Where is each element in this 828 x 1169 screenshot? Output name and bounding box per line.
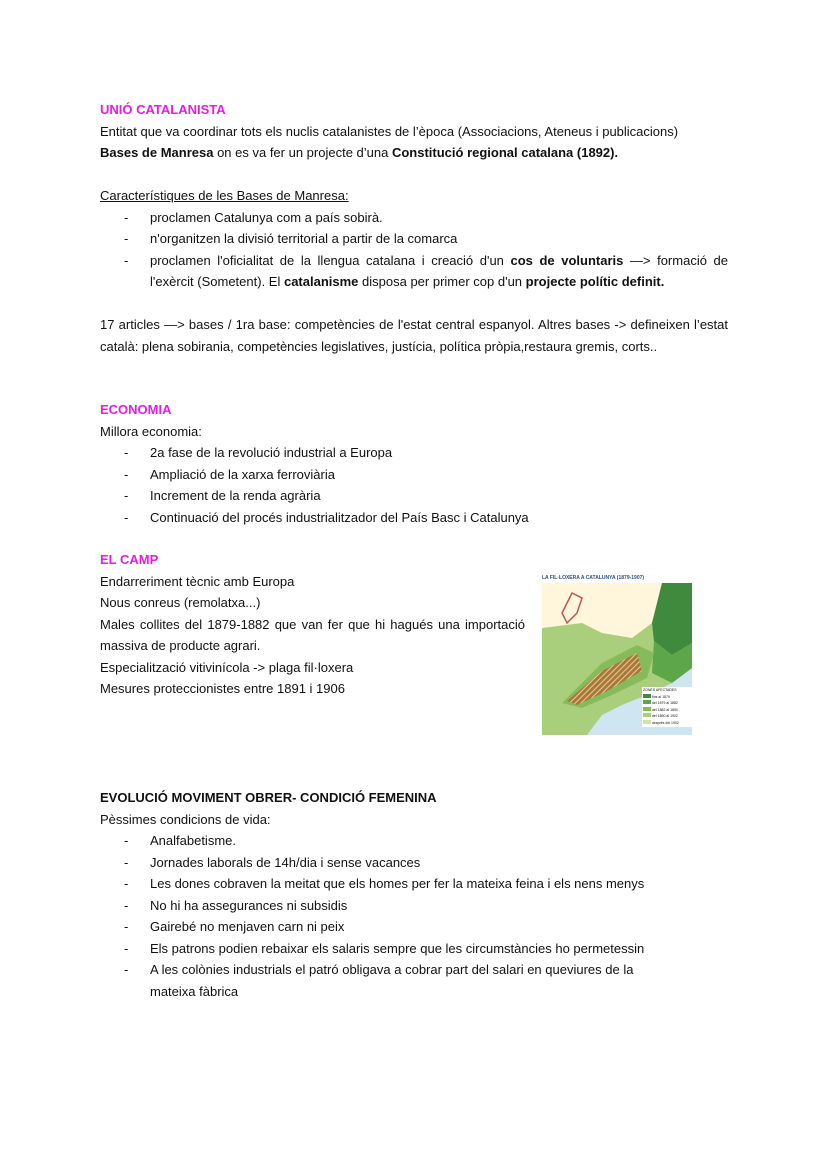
list-item: - n'organitzen la divisió territorial a partir de la comarca — [100, 228, 728, 250]
bold-text: projecte polític definit. — [525, 274, 665, 289]
legend-label: fins al 1879 — [651, 694, 670, 699]
legend-item — [643, 720, 691, 727]
list-item: - Gairebé no menjaven carn ni peix — [100, 916, 680, 938]
text: —> formació de l'exèrcit (Sometent). El — [150, 252, 728, 289]
paragraph: Especialització vitivinícola -> plaga fil·loxera — [100, 659, 354, 675]
paragraph: Males collites del 1879-1882 que van fer que hi hagués una importació massiva de producte agrari. — [100, 616, 525, 653]
paragraph: 17 articles —> bases / 1ra base: competències de l'estat central espanyol. Altres bases -> defineixen l’estat català: plena sobirania, competències legislatives, justícia, política pròpia,restaura gremis, corts.. — [100, 317, 728, 354]
paragraph — [100, 142, 728, 164]
paragraph: Millora economia: — [100, 423, 202, 439]
section-unio-catalanista — [100, 99, 728, 357]
list-item: - No hi ha assegurances ni subsidis — [100, 895, 680, 917]
text: disposa per primer cop d'un — [358, 274, 526, 289]
section-el-camp — [100, 549, 525, 700]
section-heading: EL CAMP — [100, 552, 159, 567]
bullet-list — [100, 207, 728, 293]
subheading: Característiques de les Bases de Manresa: — [100, 188, 349, 203]
bold-text: catalanisme — [283, 274, 359, 289]
bold-text: cos de voluntaris — [510, 252, 624, 268]
legend-label: del 1879 al 1882 — [651, 701, 678, 705]
bullet-list — [100, 442, 728, 528]
legend-label: després del 1902 — [651, 720, 679, 725]
list-item: - Ampliació de la xarxa ferroviària — [100, 464, 728, 486]
paragraph: Pèssimes condicions de vida: — [100, 811, 271, 827]
legend-label: del 1890 al 1902 — [651, 714, 678, 718]
paragraph: Endarreriment tècnic amb Europa — [100, 573, 295, 589]
list-item: - proclamen Catalunya com a país sobirà. — [100, 207, 728, 229]
list-item — [100, 250, 728, 293]
paragraph: Mesures proteccionistes entre 1891 i 1906 — [100, 681, 345, 696]
list-item: - Les dones cobraven la meitat que els homes per fer la mateixa feina i els nens menys — [100, 873, 680, 895]
paragraph: Entitat que va coordinar tots els nuclis catalanistes de l’època (Associacions, Ateneus i publicacions) — [100, 123, 679, 139]
list-item: - 2a fase de la revolució industrial a Europa — [100, 442, 728, 464]
list-item: - Increment de la renda agrària — [100, 485, 728, 507]
map-title: LA FIL·LOXERA A CATALUNYA (1879-1907) — [542, 575, 645, 581]
legend-title: ZONES AFECTADES — [643, 688, 677, 692]
phylloxera-map — [542, 575, 692, 735]
list-item: - Analfabetisme. — [100, 830, 680, 852]
section-heading: UNIÓ CATALANISTA — [100, 102, 226, 117]
list-item: - Continuació del procés industrialitzador del País Basc i Catalunya — [100, 507, 728, 529]
bold-text: Constitució regional catalana (1892). — [391, 145, 619, 160]
map-legend — [642, 687, 692, 727]
text: proclamen l'oficialitat de la llengua catalana i creació d'un — [150, 252, 511, 268]
list-item: - Els patrons podien rebaixar els salaris sempre que les circumstàncies ho permetessin — [100, 938, 680, 960]
section-heading: ECONOMIA — [100, 402, 172, 417]
paragraph: Nous conreus (remolatxa...) — [100, 595, 261, 610]
text: on es va fer un projecte d’una — [213, 145, 392, 160]
legend-label: del 1882 al 1890 — [651, 707, 678, 712]
section-economia — [100, 399, 728, 528]
list-item: - A les colònies industrials el patró obligava a cobrar part del salari en queviures de la mateixa fàbrica — [100, 959, 680, 1002]
section-moviment-obrer — [100, 787, 680, 1002]
section-heading: EVOLUCIÓ MOVIMENT OBRER- CONDICIÓ FEMENINA — [100, 790, 437, 805]
list-item: - Jornades laborals de 14h/dia i sense vacances — [100, 852, 680, 874]
bold-text: Bases de Manresa — [100, 145, 214, 160]
bullet-list — [100, 830, 680, 1002]
